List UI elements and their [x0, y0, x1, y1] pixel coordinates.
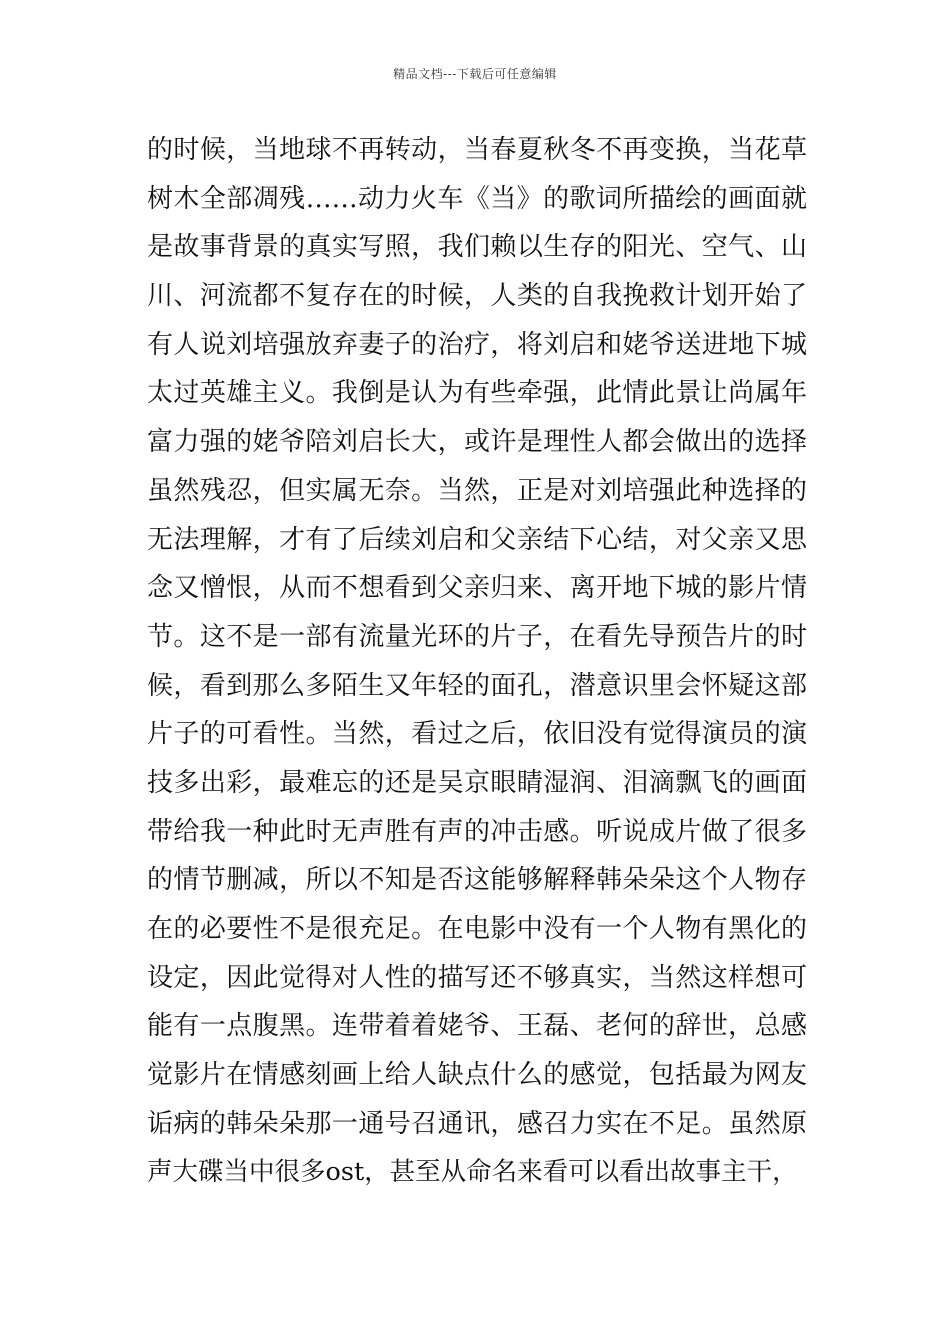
text-line: 能有一点腹黑。连带着着姥爷、王磊、老何的辞世，总感	[147, 1011, 807, 1042]
text-line: 设定，因此觉得对人性的描写还不够真实，当然这样想可	[147, 962, 807, 993]
text-line: 富力强的姥爷陪刘启长大，或许是理性人都会做出的选择	[147, 427, 807, 458]
text-line: 的情节删减，所以不知是否这能够解释韩朵朵这个人物存	[147, 865, 807, 896]
text-line: 树木全部凋残……动力火车《当》的歌词所描绘的画面就	[147, 183, 807, 214]
text-line: 觉影片在情感刻画上给人缺点什么的感觉，包括最为网友	[147, 1060, 807, 1091]
text-line: 节。这不是一部有流量光环的片子，在看先导预告片的时	[147, 621, 807, 652]
text-line: 技多出彩，最难忘的还是吴京眼睛湿润、泪滴飘飞的画面	[147, 767, 807, 798]
text-line: 诟病的韩朵朵那一通号召通讯，感召力实在不足。虽然原	[147, 1108, 807, 1139]
text-line: 有人说刘培强放弃妻子的治疗，将刘启和姥爷送进地下城	[147, 329, 807, 360]
text-line: 的时候，当地球不再转动，当春夏秋冬不再变换，当花草	[147, 135, 807, 165]
text-line: 太过英雄主义。我倒是认为有些牵强，此情此景让尚属年	[147, 378, 807, 409]
text-line: 在的必要性不是很充足。在电影中没有一个人物有黑化的	[147, 914, 807, 944]
text-line: 是故事背景的真实写照，我们赖以生存的阳光、空气、山	[147, 232, 807, 263]
text-line: 候，看到那么多陌生又年轻的面孔，潜意识里会怀疑这部	[147, 670, 807, 701]
text-line: 川、河流都不复存在的时候，人类的自我挽救计划开始了	[147, 281, 807, 312]
text-line: 声大碟当中很多ost，甚至从命名来看可以看出故事主干，	[147, 1157, 798, 1188]
text-line: 念又憎恨，从而不想看到父亲归来、离开地下城的影片情	[147, 573, 807, 604]
page-header: 精品文档---下载后可任意编辑	[393, 67, 557, 81]
text-line: 无法理解，才有了后续刘启和父亲结下心结，对父亲又思	[147, 524, 807, 555]
document-body	[147, 126, 807, 1197]
text-line: 带给我一种此时无声胜有声的冲击感。听说成片做了很多	[147, 816, 807, 847]
text-line: 虽然残忍，但实属无奈。当然，正是对刘培强此种选择的	[147, 475, 807, 506]
text-line: 片子的可看性。当然，看过之后，依旧没有觉得演员的演	[147, 719, 807, 750]
